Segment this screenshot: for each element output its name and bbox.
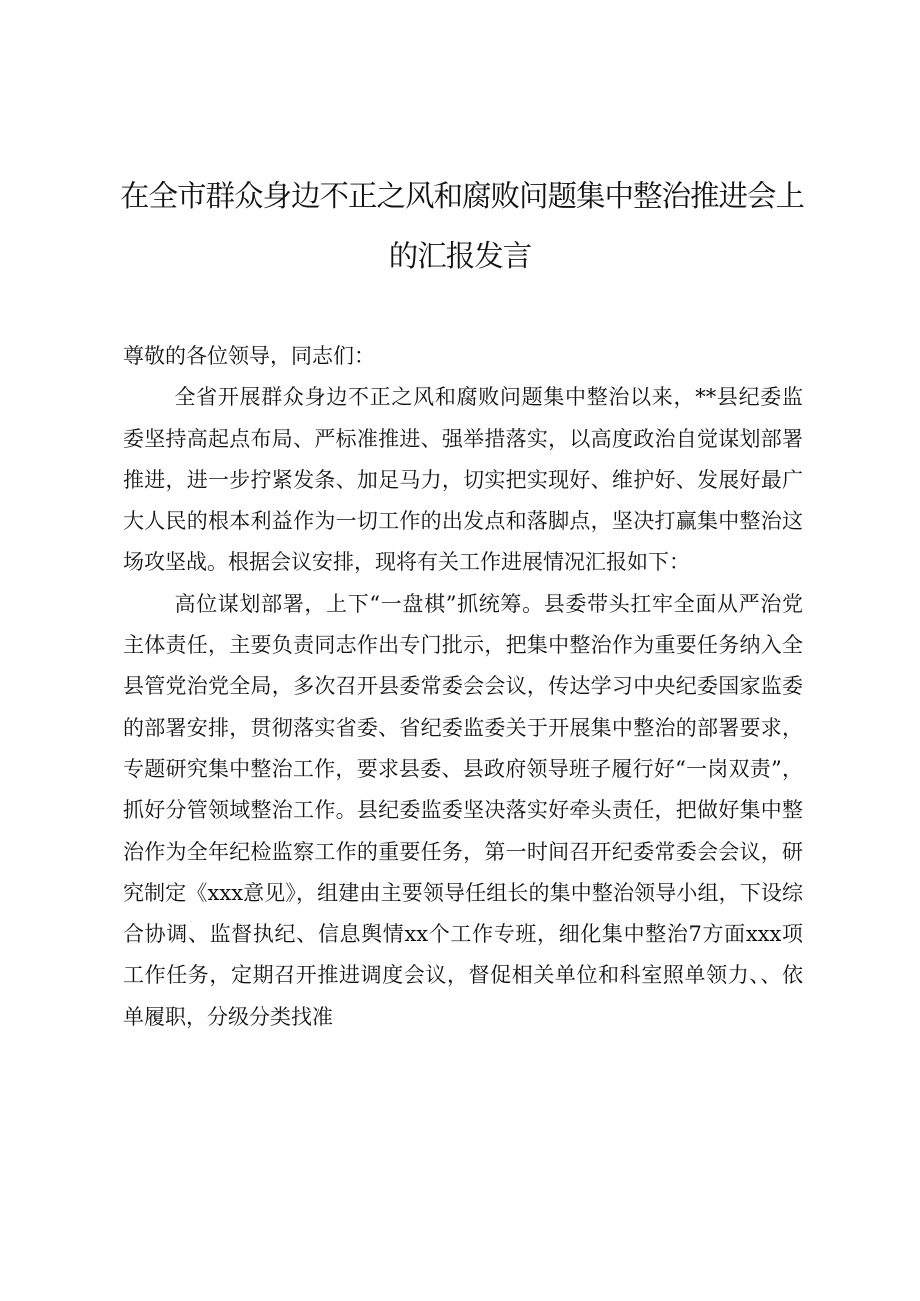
- document-title: [120, 166, 805, 286]
- title-line-1: 在全市群众身边不正之风和腐败问题集中整治推进会上: [120, 179, 805, 213]
- paragraph-planning: 高位谋划部署，上下“一盘棋”抓统筹。县委带头扛牢全面从严治党主体责任，主要负责同志作出专门批示，把集中整治作为重要任务纳入全县管党治党全局，多次召开县委常委会会议，传达学习中央纪委国家监委的部署安排，贯彻落实省委、省纪委监委关于开展集中整治的部署要求，专题研究集中整治工作，要求县委、县政府领导班子履行好“一岗双责”，抓好分管领域整治工作。县纪委监委坚决落实好牵头责任，把做好集中整治作为全年纪检监察工作的重要任务，第一时间召开纪委常委会会议，研究制定《xxx意见》，组建由主要领导任组长的集中整治领导小组，下设综合协调、监督执纪、信息舆情xx个工作专班，细化集中整治7方面xxx项工作任务，定期召开推进调度会议，督促相关单位和科室照单领力、、依单履职，分级分类找准: [123, 591, 803, 1029]
- paragraph-intro: 全省开展群众身边不正之风和腐败问题集中整治以来，**县纪委监委坚持高起点布局、严标准推进、强举措落实，以高度政治自觉谋划部署推进，进一步拧紧发条、加足马力，切实把实现好、维护好、发展好最广大人民的根本利益作为一切工作的出发点和落脚点，坚决打赢集中整治这场攻坚战。根据会议安排，现将有关工作进展情况汇报如下：: [123, 385, 803, 575]
- title-line-2: 的汇报发言: [388, 239, 532, 273]
- document-body: [123, 336, 803, 1038]
- greeting: 尊敬的各位领导，同志们：: [123, 344, 375, 368]
